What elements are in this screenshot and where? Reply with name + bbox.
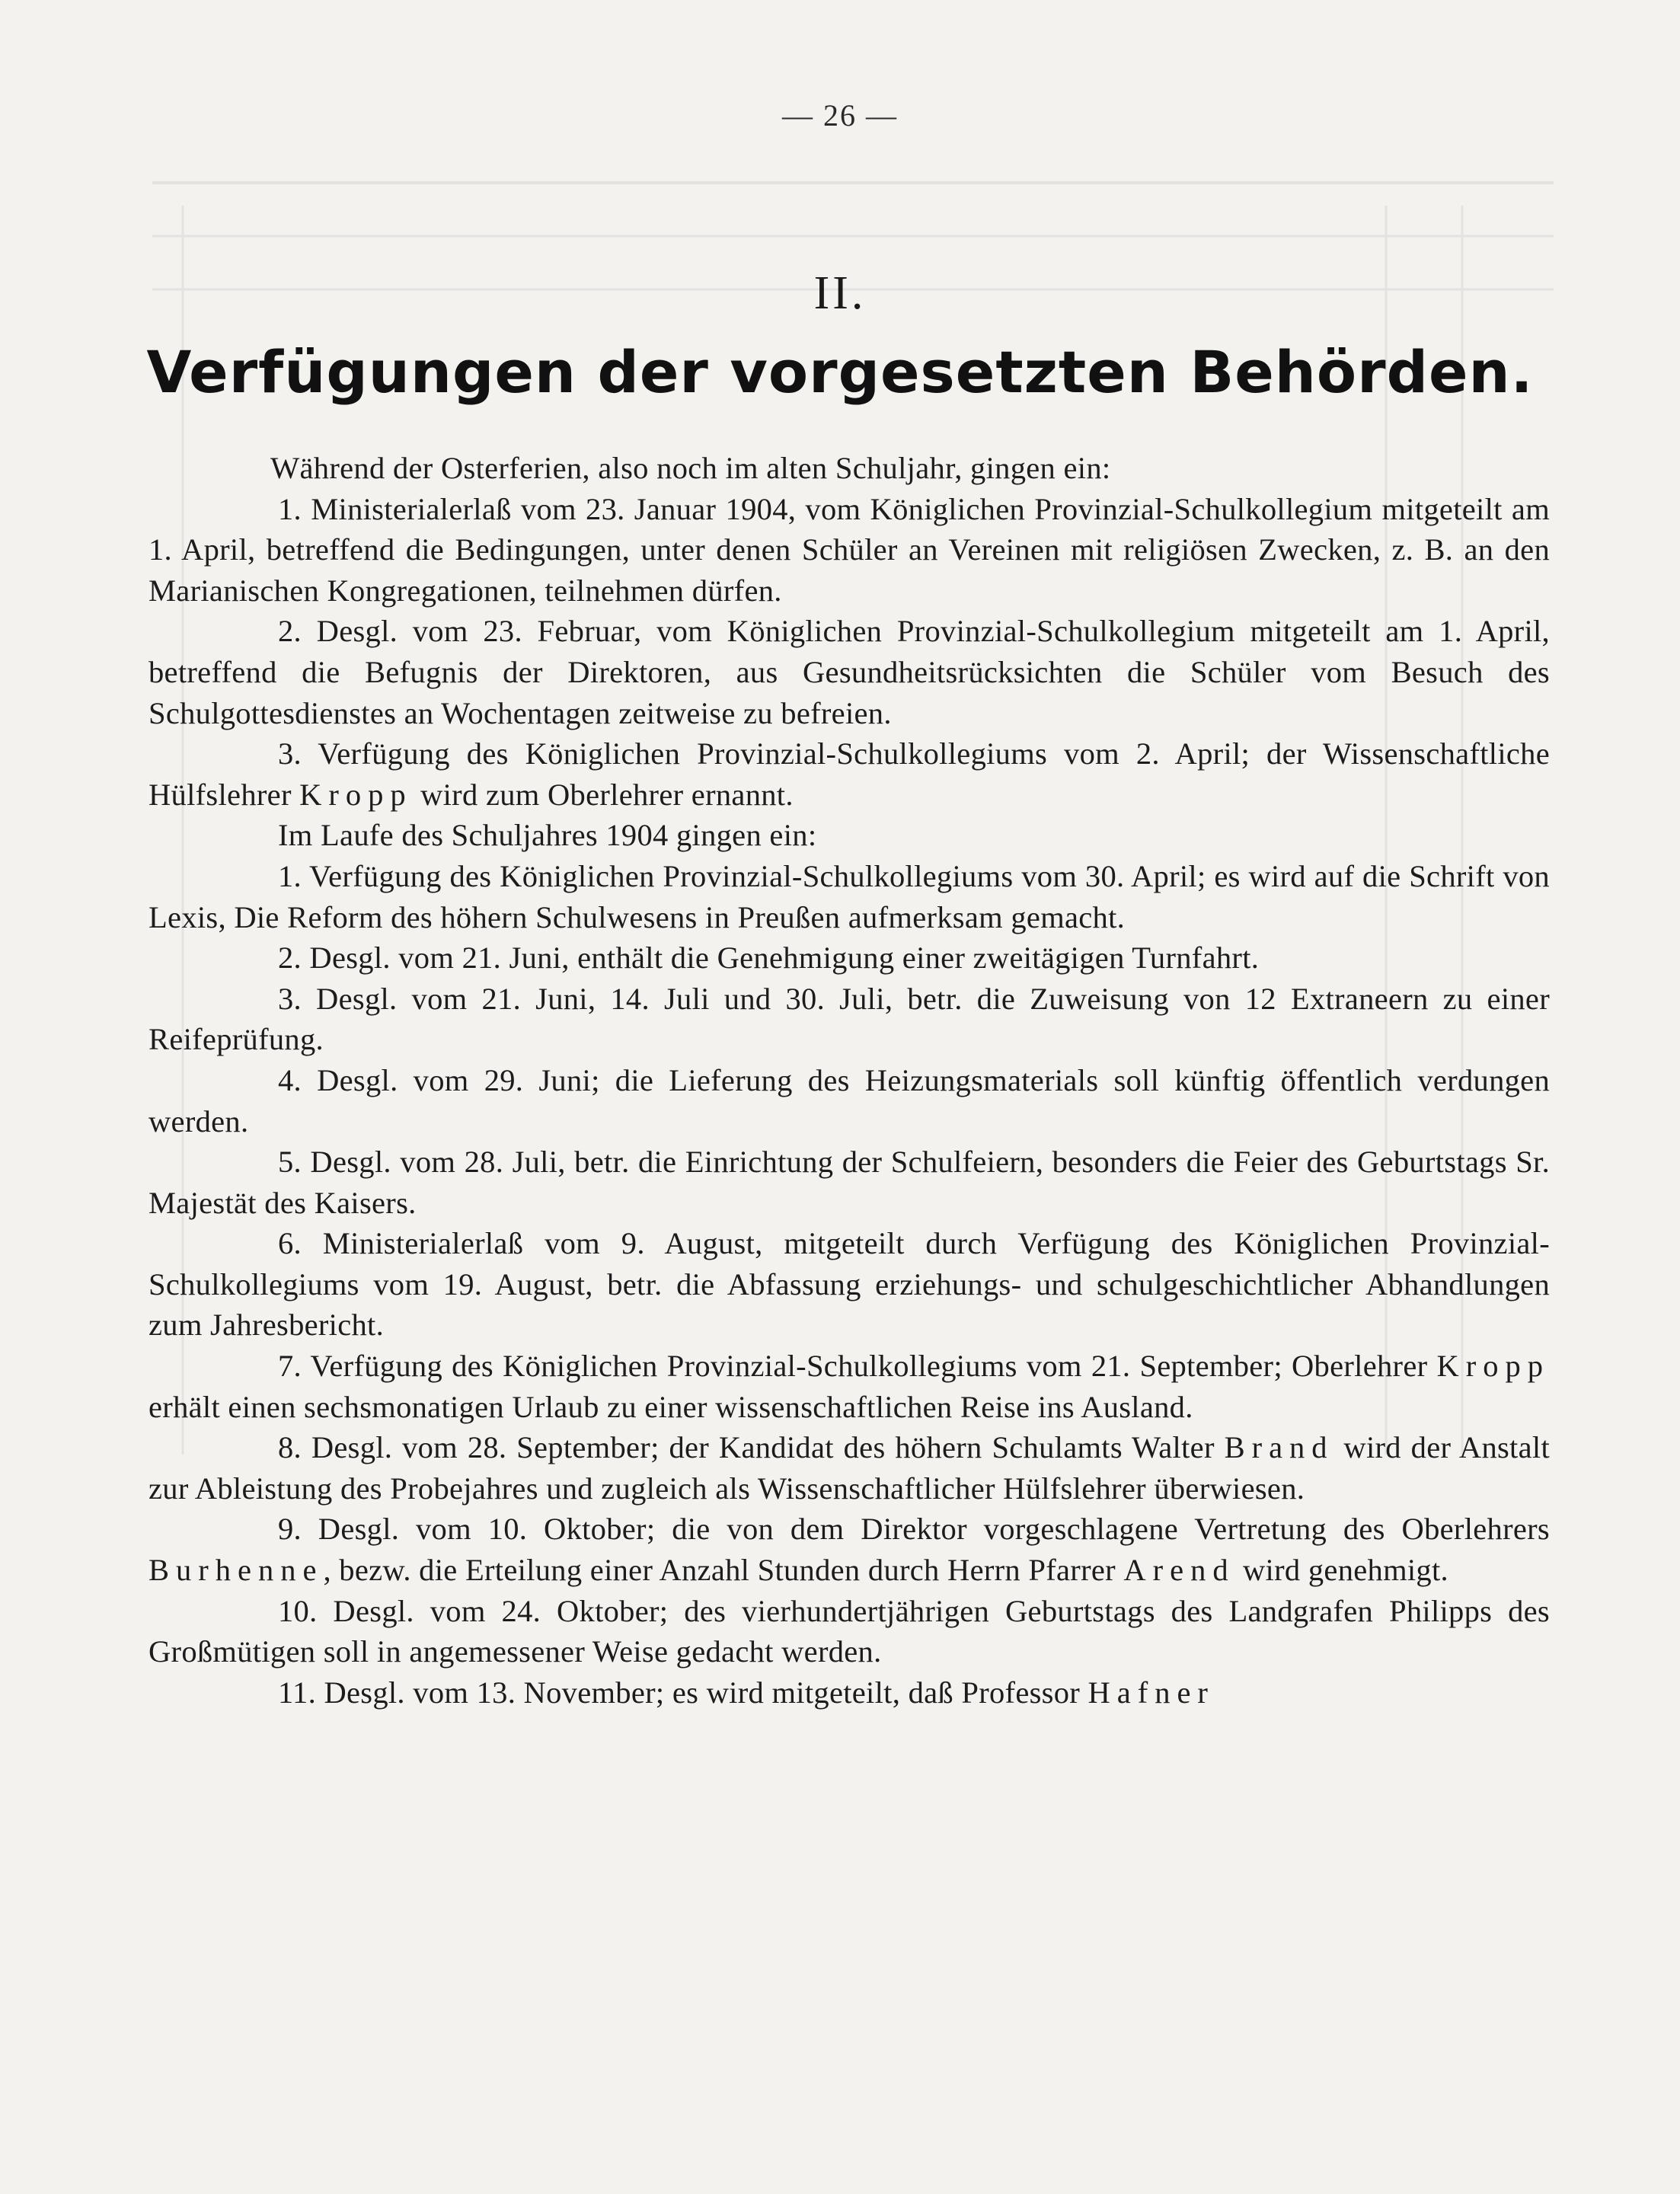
section-number: II. xyxy=(813,267,867,319)
person-name: Kropp xyxy=(1436,1349,1550,1384)
paragraph-intro-easter: Während der Osterferien, also noch im alten Schuljahr, gingen ein: xyxy=(270,451,1111,485)
text-segment: , bezw. die Erteilung einer Anzahl Stunden durch Herrn Pfarrer xyxy=(323,1553,1124,1588)
person-name: Brand xyxy=(1224,1430,1334,1465)
text-segment: erhält einen sechsmonatigen Urlaub zu einer wissenschaftlichen Reise ins Ausland. xyxy=(149,1389,1193,1424)
paragraph-item-5b: 5. Desgl. vom 28. Juli, betr. die Einrichtung der Schulfeiern, besonders die Feier des Geburtstags Sr. Majestät des Kaisers. xyxy=(149,1145,1550,1220)
paragraph-item-7b xyxy=(149,1346,1550,1427)
person-name: Burhenne xyxy=(149,1553,324,1588)
section-title: Verfügungen der vorgesetzten Behörden. xyxy=(146,338,1534,406)
text-segment: 3. Verfügung des Königlichen Provinzial-Schulkollegiums vom 2. April; der Wissenschaftliche Hülfslehrer xyxy=(149,736,1550,812)
text-segment: 7. Verfügung des Königlichen Provinzial-Schulkollegiums vom 21. September; Oberlehrer xyxy=(278,1349,1437,1384)
person-name: Kropp xyxy=(299,777,413,812)
text-segment: wird der Anstalt zur Ableistung des Probejahres und zugleich als Wissenschaftlicher Hülfslehrer überwiesen. xyxy=(149,1430,1550,1506)
text-segment: 9. Desgl. vom 10. Oktober; die von dem Direktor vorgeschlagene Vertretung des Oberlehrers xyxy=(278,1512,1550,1547)
paragraph-item-9b xyxy=(149,1509,1550,1590)
body-text xyxy=(149,448,1550,1713)
text-segment: 8. Desgl. vom 28. September; der Kandidat des höhern Schulamts Walter xyxy=(278,1430,1225,1465)
text-segment: wird zum Oberlehrer ernannt. xyxy=(412,777,794,812)
person-name: Arend xyxy=(1123,1553,1235,1588)
text-segment: wird genehmigt. xyxy=(1234,1553,1448,1588)
paragraph-item-3b: 3. Desgl. vom 21. Juni, 14. Juli und 30. Juli, betr. die Zuweisung von 12 Extraneern zu einer Reifeprüfung. xyxy=(149,981,1550,1057)
paragraph-item-2: 2. Desgl. vom 23. Februar, vom Königlichen Provinzial-Schulkollegium mitgeteilt am 1. April, betreffend die Befugnis der Direktoren, aus Gesundheitsrücksichten die Schüler vom Besuch des Schulgottesdienstes an Wochentagen zeitweise zu befreien. xyxy=(149,614,1550,730)
paragraph-item-11b xyxy=(149,1672,1550,1713)
paragraph-item-1b: 1. Verfügung des Königlichen Provinzial-Schulkollegiums vom 30. April; es wird auf die Schrift von Lexis, Die Reform des höhern Schulwesens in Preußen aufmerksam gemacht. xyxy=(149,858,1550,934)
paragraph-item-4b: 4. Desgl. vom 29. Juni; die Lieferung des Heizungsmaterials soll künftig öffentlich verdungen werden. xyxy=(149,1062,1550,1139)
page-number: — 26 — xyxy=(782,98,898,133)
paragraph-item-10b: 10. Desgl. vom 24. Oktober; des vierhundertjährigen Geburtstags des Landgrafen Philipps des Großmütigen soll in angemessener Weise gedacht werden. xyxy=(149,1593,1550,1669)
paragraph-item-6b: 6. Ministerialerlaß vom 9. August, mitgeteilt durch Verfügung des Königlichen Provinzial-Schulkollegiums vom 19. August, betr. die Abfassung erziehungs- und schulgeschichtlicher Abhandlungen zum Jahresbericht. xyxy=(149,1226,1550,1343)
paragraph-item-8b xyxy=(149,1427,1550,1509)
paragraph-item-3 xyxy=(149,733,1550,815)
person-name: Hafner xyxy=(1088,1675,1215,1710)
paragraph-item-2b: 2. Desgl. vom 21. Juni, enthält die Genehmigung einer zweitägigen Turnfahrt. xyxy=(278,941,1260,976)
text-segment: 11. Desgl. vom 13. November; es wird mitgeteilt, daß Professor xyxy=(278,1675,1088,1710)
paragraph-item-1: 1. Ministerialerlaß vom 23. Januar 1904, vom Königlichen Provinzial-Schulkollegium mitgeteilt am 1. April, betreffend die Bedingungen, unter denen Schüler an Vereinen mit religiösen Zwecken, z. B. an den Marianischen Kongregationen, teilnehmen dürfen. xyxy=(149,491,1550,608)
paragraph-intro-schoolyear: Im Laufe des Schuljahres 1904 gingen ein: xyxy=(278,818,817,853)
